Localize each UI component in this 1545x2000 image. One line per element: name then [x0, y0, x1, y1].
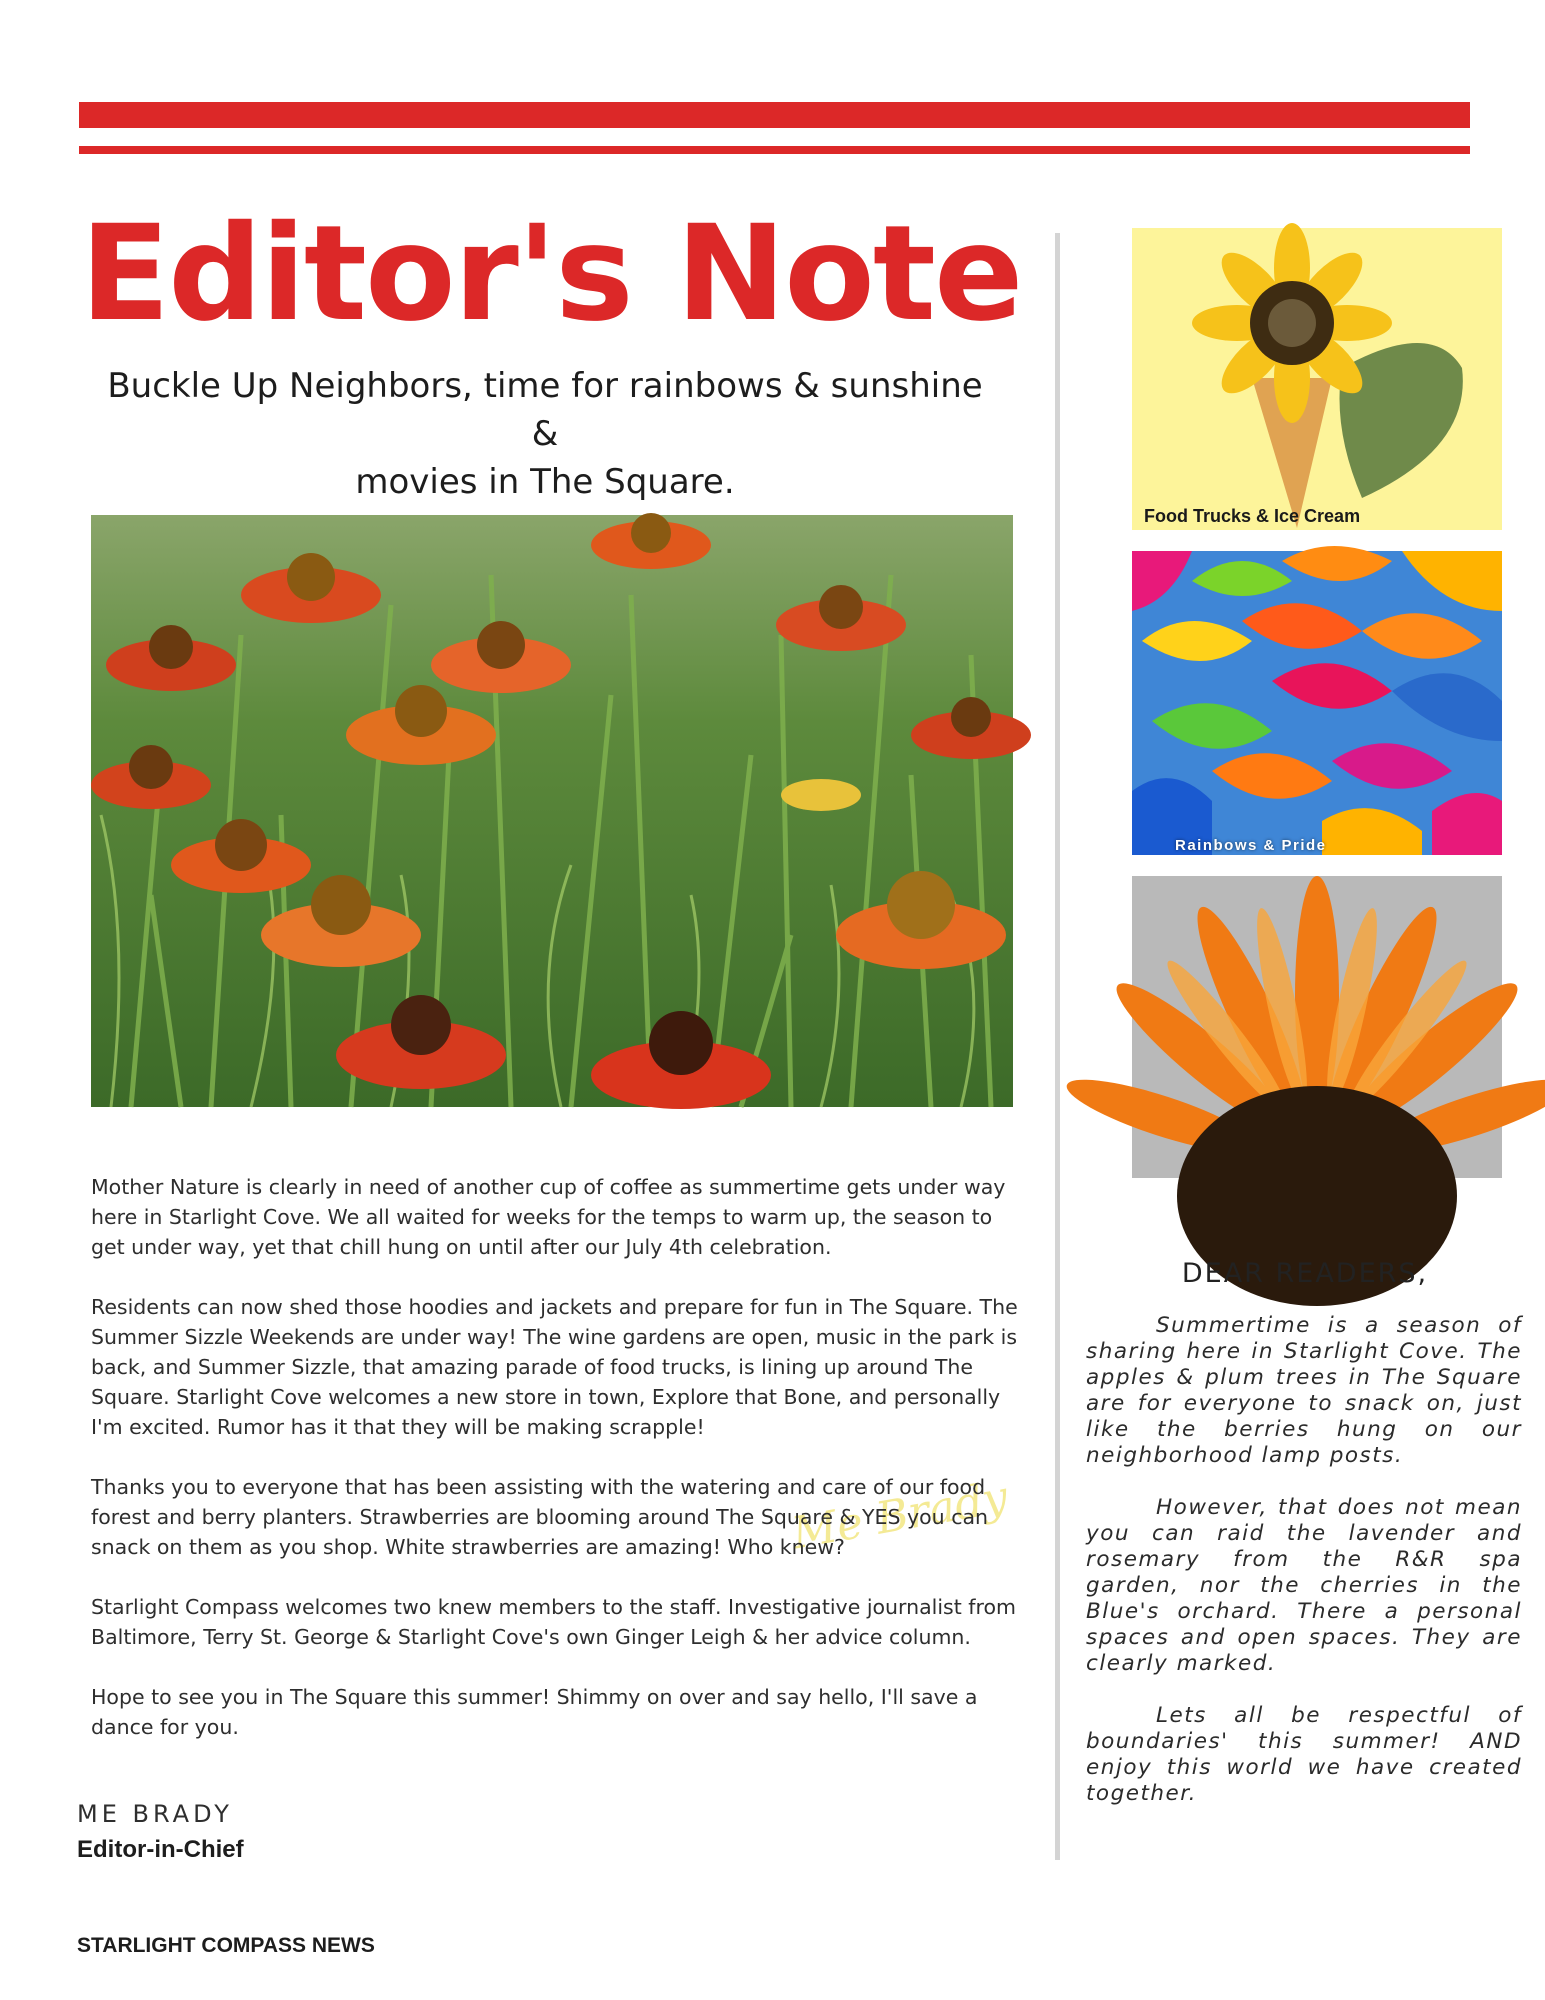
dear-readers-paragraph: Lets all be respectful of boundaries' this summer! AND enjoy this world we have created together.: [1086, 1703, 1522, 1806]
article-paragraph: Residents can now shed those hoodies and jackets and prepare for fun in The Square. The Summer Sizzle Weekends are under way! The wine gardens are open, music in the park is back, and Summer Sizzle, that amazing parade of food trucks, is lining up around The Square. Starlight Cove welcomes a new store in town, Explore that Bone, and personally I'm excited. Rumor has it that they will be making scrapple!: [91, 1295, 1018, 1439]
photographer-signature: Me Brady: [788, 1471, 1012, 1560]
subtitle-line: movies in The Square.: [355, 462, 735, 502]
page-title: Editor's Note: [80, 197, 1022, 351]
subtitle-line: Buckle Up Neighbors, time for rainbows & sunshine &: [107, 366, 983, 454]
umbrellas-illustration: [1132, 551, 1502, 855]
sunflower-cone-illustration: [1132, 228, 1502, 530]
orange-sunflower-illustration: [1132, 876, 1502, 1178]
footer-publication-name: STARLIGHT COMPASS NEWS: [77, 1934, 375, 1957]
dear-readers-body: [1086, 1313, 1522, 1833]
sidebar-image-sunflower-cone: [1132, 228, 1502, 530]
flower-field-illustration: [91, 515, 1013, 1107]
sidebar-image-umbrellas: [1132, 551, 1502, 855]
article-paragraph: Hope to see you in The Square this summer! Shimmy on over and say hello, I'll save a dance for you.: [91, 1685, 978, 1739]
dear-readers-heading: DEAR READERS,: [1181, 1258, 1429, 1289]
sidebar-image-orange-sunflower: [1132, 876, 1502, 1178]
author-name: ME BRADY: [77, 1800, 233, 1828]
image-caption: Food Trucks & Ice Cream: [1144, 506, 1361, 526]
header-rule-thick: [79, 102, 1470, 128]
article-paragraph: Thanks you to everyone that has been assisting with the watering and care of our food forest and berry planters. Strawberries are blooming around The Square & YES you can snack on them as you shop. White strawberries are amazing! Who knew?: [91, 1475, 989, 1559]
article-paragraph: Starlight Compass welcomes two knew members to the staff. Investigative journalist from Baltimore, Terry St. George & Starlight Cove's own Ginger Leigh & her advice column.: [91, 1595, 1017, 1649]
article-paragraph: Mother Nature is clearly in need of another cup of coffee as summertime gets under way here in Starlight Cove. We all waited for weeks for the temps to warm up, the season to get under way, yet that chill hung on until after our July 4th celebration.: [91, 1175, 1006, 1259]
image-caption: Rainbows & Pride: [1175, 837, 1327, 854]
column-divider: [1055, 233, 1060, 1860]
article-body: [91, 1172, 1021, 1772]
header-rule-thin: [79, 146, 1470, 154]
dear-readers-paragraph: Summertime is a season of sharing here in Starlight Cove. The apples & plum trees in The Square are for everyone to snack on, just like the berries hung on our neighborhood lamp posts.: [1086, 1313, 1522, 1468]
dear-readers-paragraph: However, that does not mean you can raid the lavender and rosemary from the R&R spa garden, nor the cherries in the Blue's orchard. There a personal spaces and open spaces. They are clearly marked.: [1086, 1495, 1522, 1676]
author-role: Editor-in-Chief: [77, 1836, 244, 1863]
